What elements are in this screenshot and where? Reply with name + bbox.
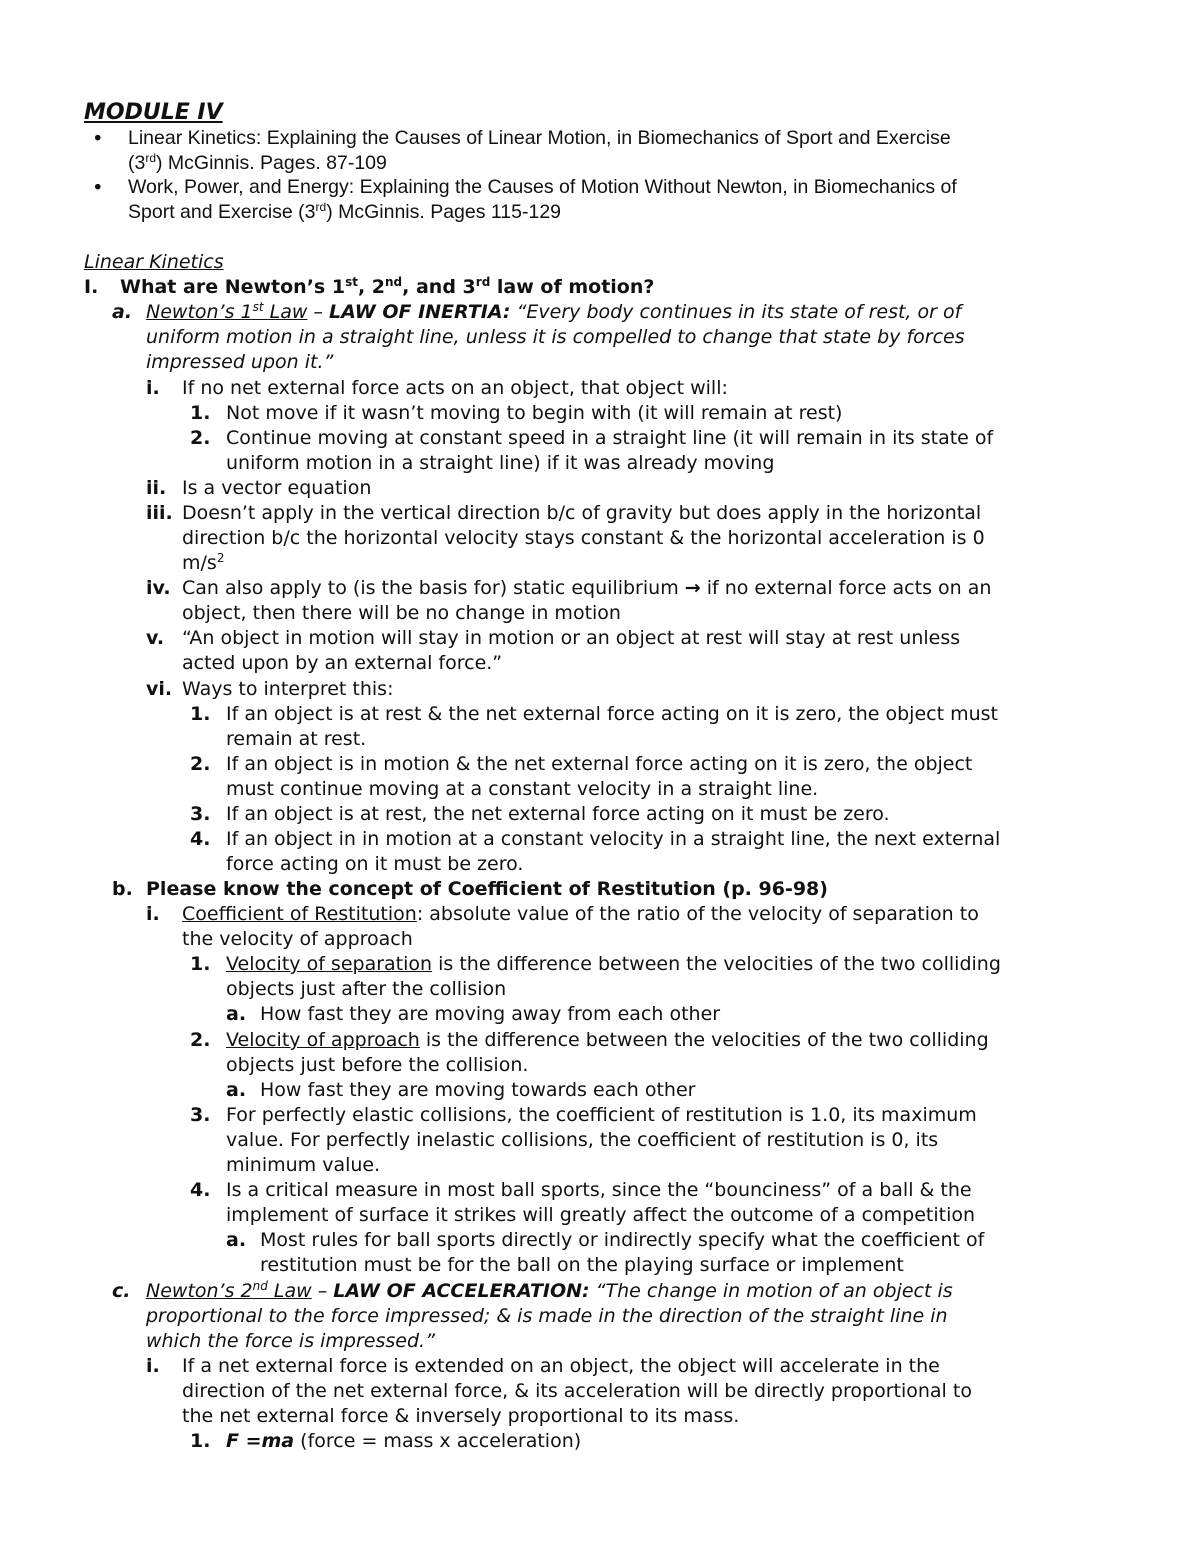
b-i-4-a-text-1: Most rules for ball sports directly or indirectly specify what the coefficient of bbox=[260, 1229, 985, 1251]
a-ii-text: Is a vector equation bbox=[182, 477, 372, 499]
b-i-1-text-1: Velocity of separation is the difference between the velocities of the two colliding bbox=[226, 953, 1001, 975]
b-i-4-text-1: Is a critical measure in most ball sports, since the “bounciness” of a ball & the bbox=[226, 1179, 972, 1201]
c-i-text-3: the net external force & inversely proportional to its mass. bbox=[182, 1405, 740, 1427]
b-i-4-a-text-2: restitution must be for the ball on the playing surface or implement bbox=[260, 1254, 904, 1276]
a-vi-4-text-1: If an object in in motion at a constant velocity in a straight line, the next external bbox=[226, 828, 1001, 850]
b-i-1-label: 1. bbox=[190, 953, 211, 975]
item-b-label: b. bbox=[112, 878, 133, 900]
a-iii-label: iii. bbox=[146, 502, 173, 524]
newton-second-law-heading: Newton’s 2nd Law – LAW OF ACCELERATION: “The change in motion of an object is bbox=[146, 1279, 953, 1302]
a-vi-3-text: If an object is at rest, the net external force acting on it must be zero. bbox=[226, 803, 890, 825]
newton-first-law-quote-2: uniform motion in a straight line, unless it is compelled to change that state by forces bbox=[146, 326, 965, 348]
b-i-2-a-text: How fast they are moving towards each other bbox=[260, 1079, 696, 1101]
a-i-1-label: 1. bbox=[190, 402, 211, 424]
a-i-2-text-1: Continue moving at constant speed in a straight line (it will remain in its state of bbox=[226, 427, 994, 449]
a-v-text-1: “An object in motion will stay in motion or an object at rest will stay at rest unless bbox=[182, 627, 961, 649]
restitution-heading: Please know the concept of Coefficient of Restitution (p. 96-98) bbox=[146, 878, 828, 900]
bullet-icon: • bbox=[92, 127, 104, 150]
a-vi-2-label: 2. bbox=[190, 753, 211, 775]
reading-1-line-2: (3rd) McGinnis. Pages. 87-109 bbox=[128, 151, 387, 174]
b-i-3-text-1: For perfectly elastic collisions, the coefficient of restitution is 1.0, its maximum bbox=[226, 1104, 977, 1126]
item-c-label: c. bbox=[112, 1280, 131, 1302]
a-v-label: v. bbox=[146, 627, 165, 649]
right-arrow-icon: → bbox=[684, 577, 701, 599]
a-i-label: i. bbox=[146, 377, 160, 399]
b-i-4-label: 4. bbox=[190, 1179, 211, 1201]
reading-1-line-1: Linear Kinetics: Explaining the Causes of Linear Motion, in Biomechanics of Sport and Exercise bbox=[128, 127, 951, 149]
a-vi-2-text-2: must continue moving at a constant velocity in a straight line. bbox=[226, 778, 819, 800]
a-vi-1-text-2: remain at rest. bbox=[226, 728, 367, 750]
b-i-3-text-2: value. For perfectly inelastic collisions, the coefficient of restitution is 0, its bbox=[226, 1129, 939, 1151]
q1-label: I. bbox=[84, 276, 99, 298]
a-iv-label: iv. bbox=[146, 577, 171, 599]
a-vi-1-text-1: If an object is at rest & the net external force acting on it is zero, the object must bbox=[226, 703, 998, 725]
reading-2-line-1: Work, Power, and Energy: Explaining the Causes of Motion Without Newton, in Biomechanics of bbox=[128, 176, 957, 198]
b-i-text-2: the velocity of approach bbox=[182, 928, 413, 950]
b-i-1-a-text: How fast they are moving away from each other bbox=[260, 1003, 721, 1025]
a-v-text-2: acted upon by an external force.” bbox=[182, 652, 503, 674]
module-title: MODULE IV bbox=[84, 100, 223, 125]
section-title: Linear Kinetics bbox=[84, 251, 224, 273]
c-i-text-2: direction of the net external force, & its acceleration will be directly proportional to bbox=[182, 1380, 972, 1402]
a-vi-1-label: 1. bbox=[190, 703, 211, 725]
c-i-1-label: 1. bbox=[190, 1430, 211, 1452]
a-i-2-label: 2. bbox=[190, 427, 211, 449]
newton-second-law-quote-2: proportional to the force impressed; & is made in the direction of the straight line in bbox=[146, 1305, 948, 1327]
a-iv-text-2: object, then there will be no change in motion bbox=[182, 602, 621, 624]
item-a-label: a. bbox=[112, 301, 133, 323]
a-iii-text-2: direction b/c the horizontal velocity stays constant & the horizontal acceleration is 0 bbox=[182, 527, 985, 549]
b-i-2-label: 2. bbox=[190, 1029, 211, 1051]
a-vi-3-label: 3. bbox=[190, 803, 211, 825]
a-vi-4-label: 4. bbox=[190, 828, 211, 850]
a-i-1-text: Not move if it wasn’t moving to begin with (it will remain at rest) bbox=[226, 402, 843, 424]
a-vi-text: Ways to interpret this: bbox=[182, 678, 394, 700]
a-iii-text-3: $m/s^2$ bbox=[182, 551, 225, 574]
b-i-2-a-label: a. bbox=[226, 1079, 247, 1101]
b-i-4-a-label: a. bbox=[226, 1229, 247, 1251]
a-iv-text-1: Can also apply to (is the basis for) static equilibrium → if no external force acts on an bbox=[182, 577, 992, 599]
b-i-4-text-2: implement of surface it strikes will greatly affect the outcome of a competition bbox=[226, 1204, 976, 1226]
b-i-2-text-2: objects just before the collision. bbox=[226, 1054, 529, 1076]
newton-first-law-quote-3: impressed upon it.” bbox=[146, 351, 334, 373]
a-i-text: If no net external force acts on an object, that object will: bbox=[182, 377, 728, 399]
b-i-1-a-label: a. bbox=[226, 1003, 247, 1025]
c-i-label: i. bbox=[146, 1355, 160, 1377]
a-ii-label: ii. bbox=[146, 477, 167, 499]
b-i-2-text-1: Velocity of approach is the difference between the velocities of the two colliding bbox=[226, 1029, 989, 1051]
bullet-icon: • bbox=[92, 176, 104, 199]
reading-2-line-2: Sport and Exercise (3rd) McGinnis. Pages 115-129 bbox=[128, 200, 562, 223]
a-vi-4-text-2: force acting on it must be zero. bbox=[226, 853, 524, 875]
a-i-2-text-2: uniform motion in a straight line) if it was already moving bbox=[226, 452, 775, 474]
a-vi-label: vi. bbox=[146, 678, 173, 700]
a-vi-2-text-1: If an object is in motion & the net external force acting on it is zero, the object bbox=[226, 753, 973, 775]
b-i-3-text-3: minimum value. bbox=[226, 1154, 381, 1176]
c-i-text-1: If a net external force is extended on an object, the object will accelerate in the bbox=[182, 1355, 940, 1377]
a-iii-text-1: Doesn’t apply in the vertical direction b/c of gravity but does apply in the horizontal bbox=[182, 502, 982, 524]
b-i-label: i. bbox=[146, 903, 160, 925]
c-i-1-text: F =ma (force = mass x acceleration) bbox=[226, 1430, 582, 1452]
q1-heading: What are Newton’s 1st, 2nd, and 3rd law of motion? bbox=[120, 275, 655, 298]
b-i-1-text-2: objects just after the collision bbox=[226, 978, 507, 1000]
b-i-3-label: 3. bbox=[190, 1104, 211, 1126]
newton-first-law-heading: Newton’s 1st Law – LAW OF INERTIA: “Every body continues in its state of rest, or of bbox=[146, 300, 962, 323]
newton-second-law-quote-3: which the force is impressed.” bbox=[146, 1330, 435, 1352]
b-i-text-1: Coefficient of Restitution: absolute value of the ratio of the velocity of separation to bbox=[182, 903, 979, 925]
